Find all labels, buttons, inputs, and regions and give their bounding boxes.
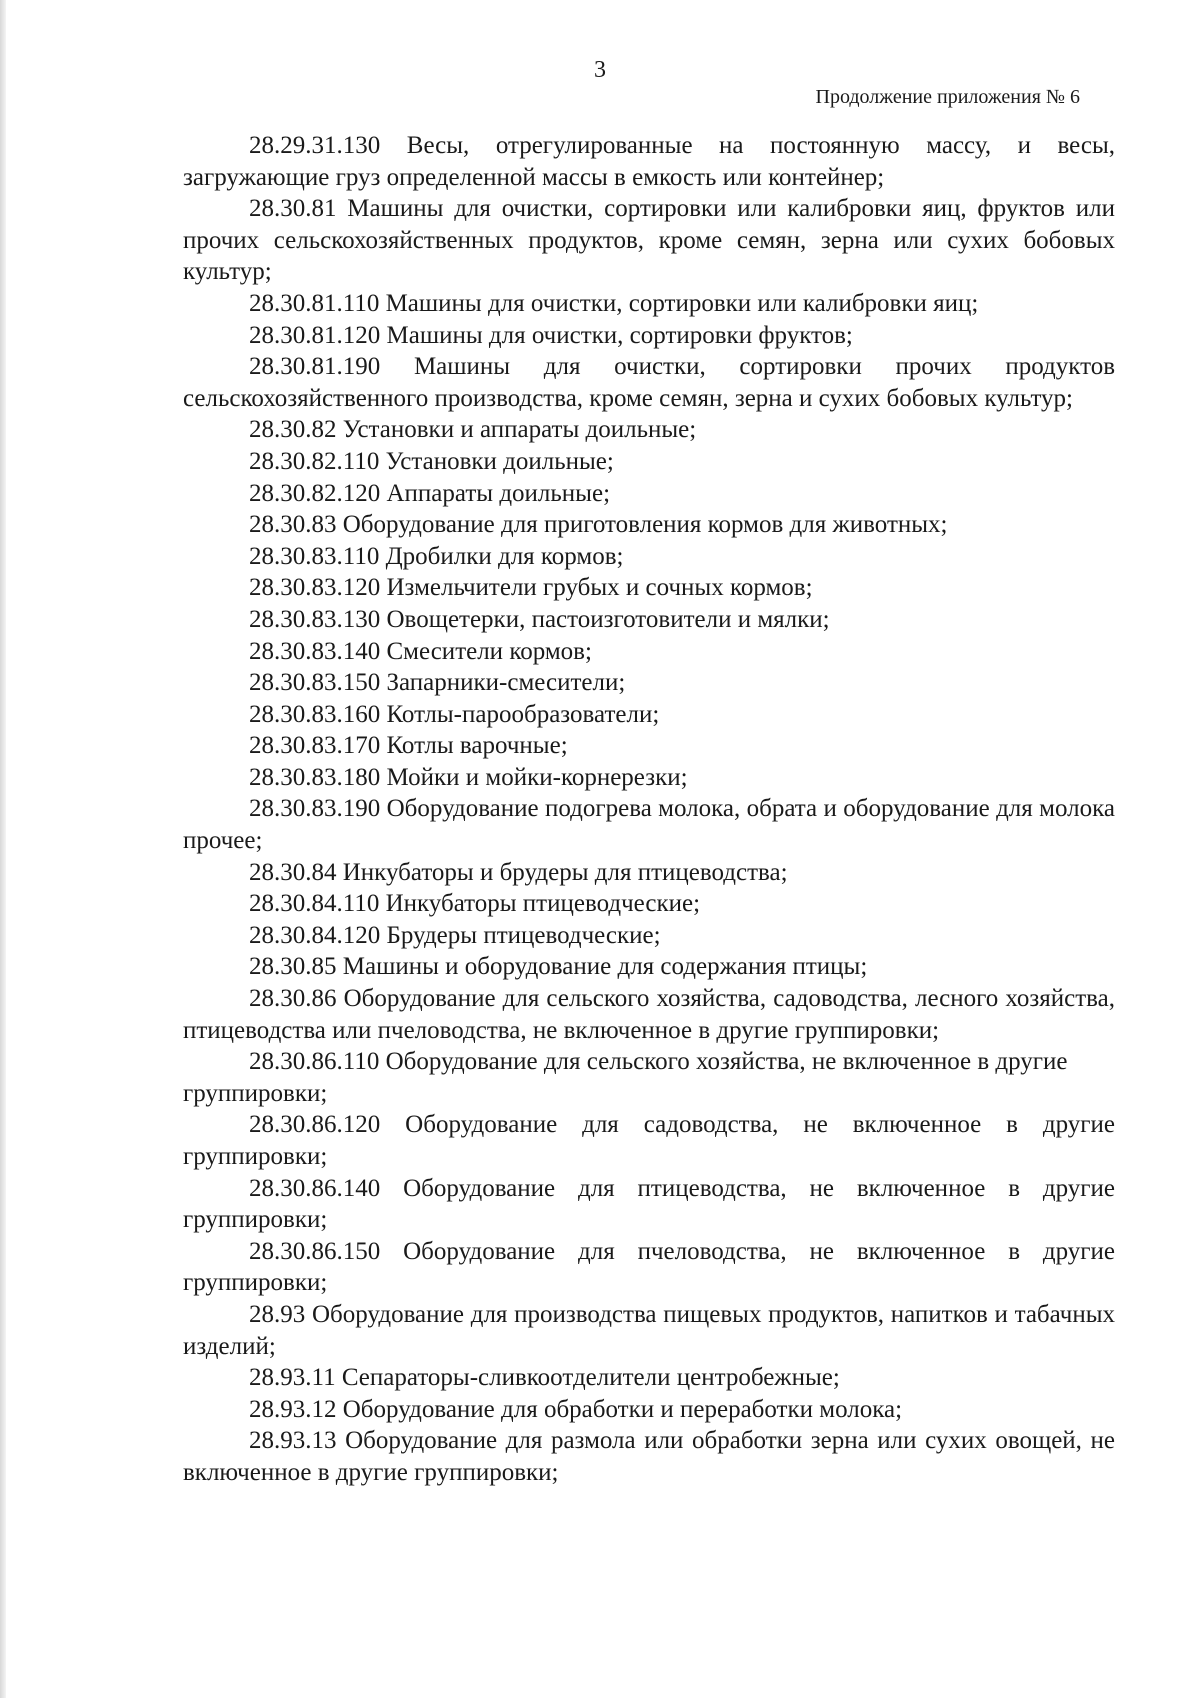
list-item: 28.30.86.110 Оборудование для сельского хозяйства, не включенное в другие группировки; xyxy=(183,1048,1068,1107)
list-item: 28.30.82.110 Установки доильные; xyxy=(249,447,614,475)
list-item: 28.30.81.120 Машины для очистки, сортировки фруктов; xyxy=(249,321,853,349)
list-item: 28.30.84.120 Брудеры птицеводческие; xyxy=(249,921,661,949)
scan-edge xyxy=(0,0,6,1698)
list-item: 28.30.83.160 Котлы-парообразователи; xyxy=(249,700,660,728)
list-item: 28.30.83.130 Овощетерки, пастоизготовители и мялки; xyxy=(249,605,830,633)
list-item: 28.93.11 Сепараторы-сливкоотделители центробежные; xyxy=(249,1364,840,1392)
list-item: 28.30.81.190 Машины для очистки, сортировки прочих продуктов сельскохозяйственного производства, кроме семян, зерна и сухих бобовых культур; xyxy=(183,353,1115,412)
list-item: 28.30.83.190 Оборудование подогрева молока, обрата и оборудование для молока прочее; xyxy=(183,795,1115,855)
page-number: 3 xyxy=(594,57,606,83)
list-item: 28.30.86.140 Оборудование для птицеводства, не включенное в другие группировки; xyxy=(183,1174,1115,1234)
list-item: 28.30.81 Машины для очистки, сортировки или калибровки яиц, фруктов или прочих сельскохозяйственных продуктов, кроме семян, зерна или сухих бобовых культур; xyxy=(183,195,1115,286)
list-item: 28.30.83.110 Дробилки для кормов; xyxy=(249,542,624,570)
list-item: 28.93 Оборудование для производства пищевых продуктов, напитков и табачных изделий; xyxy=(183,1300,1115,1360)
list-item: 28.30.83.180 Мойки и мойки-корнерезки; xyxy=(249,763,688,791)
list-item: 28.30.83 Оборудование для приготовления кормов для животных; xyxy=(249,511,948,539)
list-item: 28.30.81.110 Машины для очистки, сортировки или калибровки яиц; xyxy=(249,289,979,317)
list-item: 28.30.83.150 Запарники-смесители; xyxy=(249,669,626,697)
list-item: 28.30.82 Установки и аппараты доильные; xyxy=(249,416,697,444)
list-item: 28.30.86.150 Оборудование для пчеловодства, не включенное в другие группировки; xyxy=(183,1237,1115,1297)
document-body xyxy=(183,130,1115,1489)
list-item: 28.30.86 Оборудование для сельского хозяйства, садоводства, лесного хозяйства, птицеводства или пчеловодства, не включенное в другие группировки; xyxy=(183,985,1115,1044)
list-item: 28.30.83.170 Котлы варочные; xyxy=(249,732,568,760)
list-item: 28.30.82.120 Аппараты доильные; xyxy=(249,479,611,507)
list-item: 28.29.31.130 Весы, отрегулированные на постоянную массу, и весы, загружающие груз определенной массы в емкость или контейнер; xyxy=(183,132,1115,191)
list-item: 28.30.86.120 Оборудование для садоводства, не включенное в другие группировки; xyxy=(183,1111,1115,1170)
list-item: 28.93.13 Оборудование для размола или обработки зерна или сухих овощей, не включенное в другие группировки; xyxy=(183,1427,1115,1486)
list-item: 28.30.84.110 Инкубаторы птицеводческие; xyxy=(249,890,701,918)
list-item: 28.93.12 Оборудование для обработки и переработки молока; xyxy=(249,1395,903,1423)
appendix-continuation-note: Продолжение приложения № 6 xyxy=(815,86,1080,108)
list-item: 28.30.83.120 Измельчители грубых и сочных кормов; xyxy=(249,574,813,602)
list-item: 28.30.83.140 Смесители кормов; xyxy=(249,637,592,665)
list-item: 28.30.85 Машины и оборудование для содержания птицы; xyxy=(249,953,868,981)
list-item: 28.30.84 Инкубаторы и брудеры для птицеводства; xyxy=(249,858,788,886)
